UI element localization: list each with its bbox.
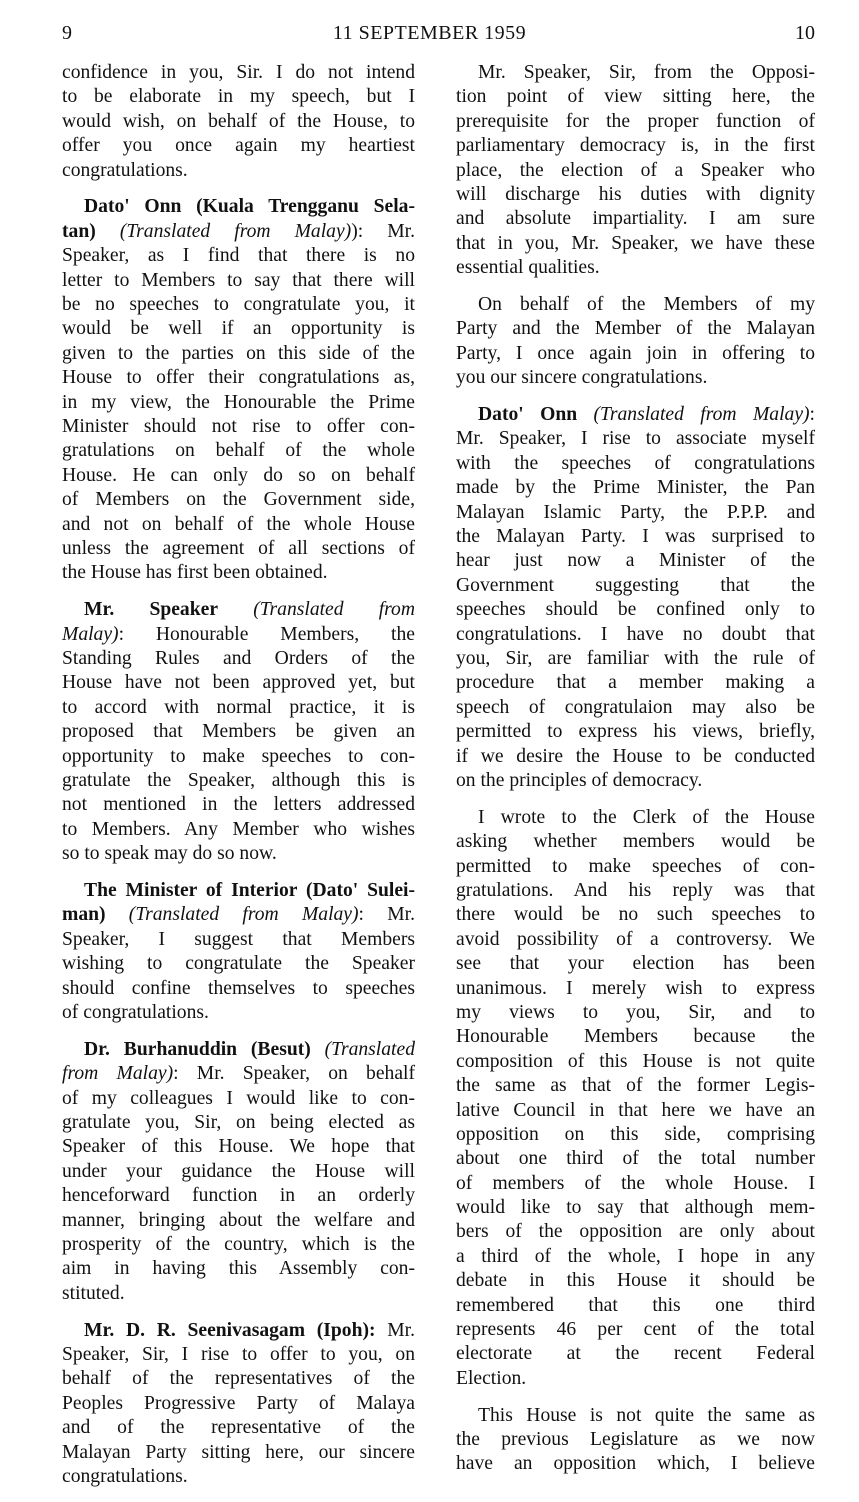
text-line: manner, bringing about the welfare and [62, 1209, 415, 1231]
text-line: permitted to express his views, briefly, [456, 721, 815, 743]
text-line: House have not been approved yet, but [62, 672, 415, 694]
text-line: prerequisite for the proper function of [456, 110, 815, 132]
text-line: stituted. [62, 1282, 125, 1304]
text-line: given to the parties on this side of the [62, 342, 415, 364]
text-line: House to offer their congratulations as, [62, 367, 415, 389]
text-line [62, 1062, 415, 1086]
text-line: if we desire the House to be conducted [456, 745, 815, 767]
text-line: letter to Members to say that there will [62, 269, 415, 291]
text-line: parliamentary democracy is, in the first [456, 135, 815, 157]
text-line: of my colleagues I would like to con- [62, 1087, 415, 1109]
text-line: hear just now a Minister of the [456, 550, 815, 572]
text-line: Party and the Member of the Malayan [456, 318, 815, 340]
text-line: with the speeches of congratulations [456, 452, 815, 474]
speaker-name: Dr. Burhanuddin (Besut) [84, 1038, 311, 1060]
speaker-name: Mr. D. R. Seenivasagam (Ipoh): [84, 1319, 376, 1341]
text-line: be no speeches to congratulate you, it [62, 294, 415, 316]
translation-note: (Translated from Malay) [128, 904, 359, 926]
translation-note: (Translated from Malay) [593, 404, 810, 426]
paragraph [62, 1038, 415, 1306]
text-span [96, 221, 120, 242]
text-line: congratulations. [62, 1465, 188, 1487]
speaker-name: man) [62, 904, 106, 926]
page-date-header: 11 SEPTEMBER 1959 [332, 22, 527, 44]
paragraph [456, 61, 815, 281]
text-line: to Members. Any Member who wishes [62, 818, 415, 840]
text-span [311, 1039, 325, 1060]
text-line: so to speak may do so now. [62, 843, 277, 865]
text-line [62, 903, 415, 927]
text-line: avoid possibility of a controversy. We [456, 928, 815, 950]
text-line: debate in this House it should be [456, 1270, 815, 1292]
text-line: not mentioned in the letters addressed [62, 794, 415, 816]
text-line: speech of congratulaion may also be [456, 696, 815, 718]
text-line: I wrote to the Clerk of the House [478, 806, 815, 828]
text-line: unless the agreement of all sections of [62, 537, 415, 559]
text-line: Standing Rules and Orders of the [62, 647, 415, 669]
text-line: gratulate the Speaker, although this is [62, 769, 415, 791]
text-line: bers of the opposition are only about [456, 1221, 815, 1243]
translation-note: Malay) [62, 623, 119, 645]
text-line: remembered that this one third [456, 1294, 815, 1316]
text-line: confidence in you, Sir. I do not intend [62, 62, 415, 83]
text-line [456, 403, 815, 427]
text-line [62, 879, 415, 903]
translation-note: (Translated from Malay) [119, 220, 352, 242]
right-column [456, 61, 815, 1489]
page-number-left: 9 [62, 22, 72, 44]
text-line: proposed that Members be given an [62, 721, 415, 743]
text-span: : [809, 404, 815, 426]
text-line: to be elaborate in my speech, but I [62, 86, 415, 108]
text-line: Mr. Speaker, Sir, from the Opposi- [478, 62, 815, 83]
text-line [62, 623, 415, 647]
paragraph [62, 879, 415, 1025]
text-line: see that your election has been [456, 953, 815, 975]
translation-note: from Malay) [62, 1063, 174, 1085]
text-line: offer you once again my heartiest [62, 135, 415, 157]
text-line: Mr. Speaker, I rise to associate myself [456, 428, 815, 450]
text-line: permitted to make speeches of con- [456, 855, 815, 877]
text-line: lative Council in that here we have an [456, 1099, 815, 1121]
text-line: electorate at the recent Federal [456, 1343, 815, 1365]
text-line: Peoples Progressive Party of Malaya [62, 1392, 415, 1414]
text-line: under your guidance the House will [62, 1160, 415, 1182]
text-line: Minister should not rise to offer con- [62, 415, 415, 437]
text-line: there would be no such speeches to [456, 904, 815, 926]
text-line: gratulate you, Sir, on being elected as [62, 1112, 415, 1134]
text-line: speeches should be confined only to [456, 599, 815, 621]
text-line: and of the representative of the [62, 1417, 415, 1439]
text-line: henceforward function in an orderly [62, 1185, 415, 1207]
text-line: a third of the whole, I hope in any [456, 1245, 815, 1267]
text-line: Party, I once again join in offering to [456, 342, 815, 364]
page-number-right: 10 [795, 22, 815, 44]
text-line: prosperity of the country, which is the [62, 1233, 415, 1255]
paragraph [456, 403, 815, 793]
text-line: of congratulations. [62, 1001, 209, 1023]
text-line: Speaker of this House. We hope that [62, 1136, 415, 1158]
text-line: about one third of the total number [456, 1148, 815, 1170]
text-line: procedure that a member making a [456, 672, 815, 694]
text-line: would like to say that although mem- [456, 1197, 815, 1219]
text-line: Malayan Party sitting here, our sincere [62, 1441, 415, 1463]
text-line: On behalf of the Members of my [478, 294, 815, 316]
paragraph [62, 1319, 415, 1490]
text-line: Election. [456, 1367, 527, 1389]
text-line: opposition on this side, comprising [456, 1123, 815, 1145]
translation-note: (Translated from [253, 599, 415, 621]
text-line: made by the Prime Minister, the Pan [456, 477, 815, 499]
text-line: would wish, on behalf of the House, to [62, 110, 415, 132]
text-span [106, 904, 129, 925]
speaker-name: tan) [62, 220, 96, 242]
text-line: aim in having this Assembly con- [62, 1258, 415, 1280]
paragraph [62, 195, 415, 585]
text-line: gratulations. And his reply was that [456, 880, 815, 901]
text-line: and not on behalf of the whole House [62, 513, 415, 535]
text-line: my views to you, Sir, and to [456, 1001, 815, 1023]
text-line: that in you, Mr. Speaker, we have these [456, 232, 815, 254]
text-line: the House has first been obtained. [62, 562, 328, 584]
text-line: wishing to congratulate the Speaker [62, 953, 415, 975]
paragraph [456, 293, 815, 391]
text-line [62, 598, 415, 622]
text-line: the Malayan Party. I was surprised to [456, 526, 815, 548]
text-span: : Mr. Speaker, on behalf [173, 1063, 415, 1085]
text-line [62, 220, 415, 244]
text-line: opportunity to make speeches to con- [62, 745, 415, 767]
text-line: asking whether members would be [456, 831, 815, 853]
paragraph [456, 806, 815, 1391]
paragraph [62, 598, 415, 866]
text-line: unanimous. I merely wish to express [456, 977, 815, 999]
paragraph [456, 1404, 815, 1477]
speaker-name: The Minister of Interior (Dato' Sulei- [84, 880, 415, 901]
text-line: Malayan Islamic Party, the P.P.P. and [456, 501, 815, 523]
text-line: will discharge his duties with dignity [456, 183, 815, 205]
text-line: behalf of the representatives of the [62, 1368, 415, 1390]
text-line: have an opposition which, I believe [456, 1453, 815, 1475]
text-line: should confine themselves to speeches [62, 977, 415, 999]
text-span: : Honourable Members, the [118, 623, 415, 645]
text-line: Speaker, I suggest that Members [62, 928, 415, 950]
text-line: essential qualities. [456, 257, 600, 279]
text-line: place, the election of a Speaker who [456, 159, 815, 181]
text-line: would be well if an opportunity is [62, 318, 415, 340]
text-span: ): Mr. [351, 220, 416, 242]
text-line: gratulations on behalf of the whole [62, 440, 415, 462]
text-line: congratulations. I have no doubt that [456, 623, 815, 645]
text-line: House. He can only do so on behalf [62, 464, 415, 486]
text-line: you our sincere congratulations. [456, 367, 708, 389]
text-line: composition of this House is not quite [456, 1050, 815, 1072]
text-span [218, 599, 253, 620]
speaker-name: Mr. Speaker [84, 599, 219, 621]
speaker-name: Dato' Onn [478, 404, 578, 426]
text-span [577, 404, 593, 425]
text-line: you, Sir, are familiar with the rule of [456, 647, 815, 669]
text-line: Speaker, Sir, I rise to offer to you, on [62, 1344, 415, 1366]
text-line: and absolute impartiality. I am sure [456, 208, 815, 230]
text-line: the same as that of the former Legis- [456, 1075, 815, 1097]
speaker-name: Dato' Onn (Kuala Trengganu Sela- [84, 196, 415, 218]
text-line: of Members on the Government side, [62, 489, 415, 511]
text-line: tion point of view sitting here, the [456, 86, 815, 108]
left-column [62, 61, 415, 1502]
text-line: to accord with normal practice, it is [62, 696, 415, 718]
text-line: in my view, the Honourable the Prime [62, 391, 415, 413]
text-line: Honourable Members because the [456, 1026, 815, 1048]
text-line [62, 1319, 415, 1343]
text-line: Speaker, as I find that there is no [62, 245, 415, 267]
text-span: Mr. [375, 1319, 415, 1341]
text-span: : Mr. [358, 904, 415, 926]
text-line: congratulations. [62, 159, 188, 181]
paragraph [62, 61, 415, 183]
text-line: represents 46 per cent of the total [456, 1319, 815, 1341]
text-line [62, 195, 415, 219]
text-line: the previous Legislature as we now [456, 1429, 815, 1451]
text-line: Government suggesting that the [456, 574, 815, 596]
text-line: on the principles of democracy. [456, 769, 703, 791]
translation-note: (Translated [324, 1038, 415, 1060]
text-line [62, 1038, 415, 1062]
text-line: This House is not quite the same as [478, 1404, 815, 1426]
text-line: of members of the whole House. I [456, 1172, 815, 1194]
